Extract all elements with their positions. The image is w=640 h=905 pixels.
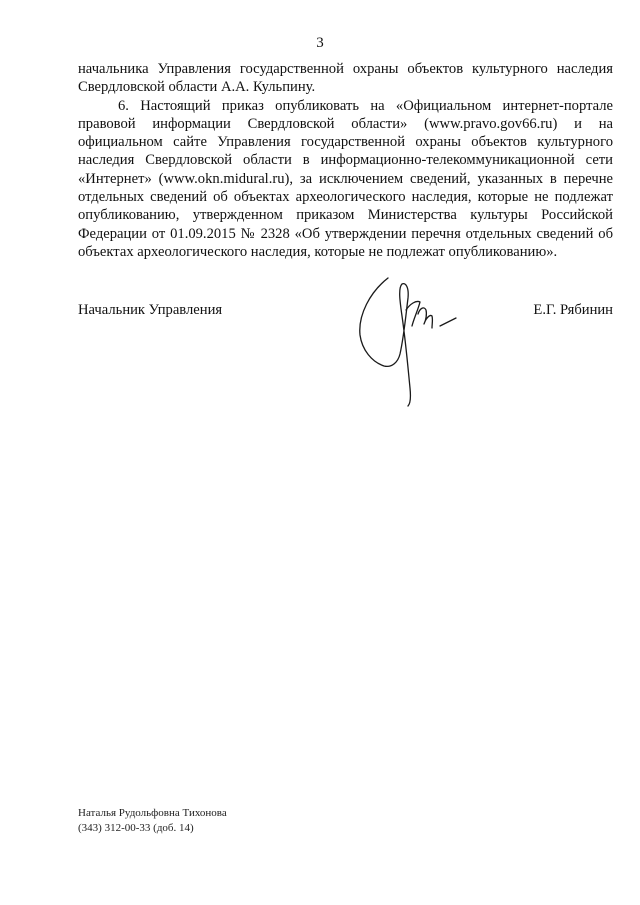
signatory-name: Е.Г. Рябинин xyxy=(533,302,613,318)
paragraph-6: 6. Настоящий приказ опубликовать на «Официальном интернет-портале правовой информации Свердловской области» (www.pravo.gov66.ru) и на официальном сайте Управления государственной охраны объектов культурного наследия Свердловской области в информационно-телекоммуникационной сети «Интернет» (www.okn.midural.ru), за исключением сведений, указанных в перечне отдельных сведений об объектах археологического наследия, которые не подлежат опубликованию, утвержденном приказом Министерства культуры Российской Федерации от 01.09.2015 № 2328 «Об утверждении перечня отдельных сведений об объектах археологического наследия, которые не подлежат опубликованию». xyxy=(78,97,613,260)
paragraph-continuation: начальника Управления государственной охраны объектов культурного наследия Свердловской области А.А. Кульпину. xyxy=(78,61,613,96)
document-body xyxy=(78,60,613,261)
executor-name: Наталья Рудольфовна Тихонова xyxy=(78,807,227,819)
page-number: 3 xyxy=(316,35,324,51)
signatory-position: Начальник Управления xyxy=(78,302,223,318)
executor-phone: (343) 312-00-33 (доб. 14) xyxy=(78,821,194,834)
executor-info xyxy=(78,806,227,835)
handwritten-signature xyxy=(348,270,478,410)
